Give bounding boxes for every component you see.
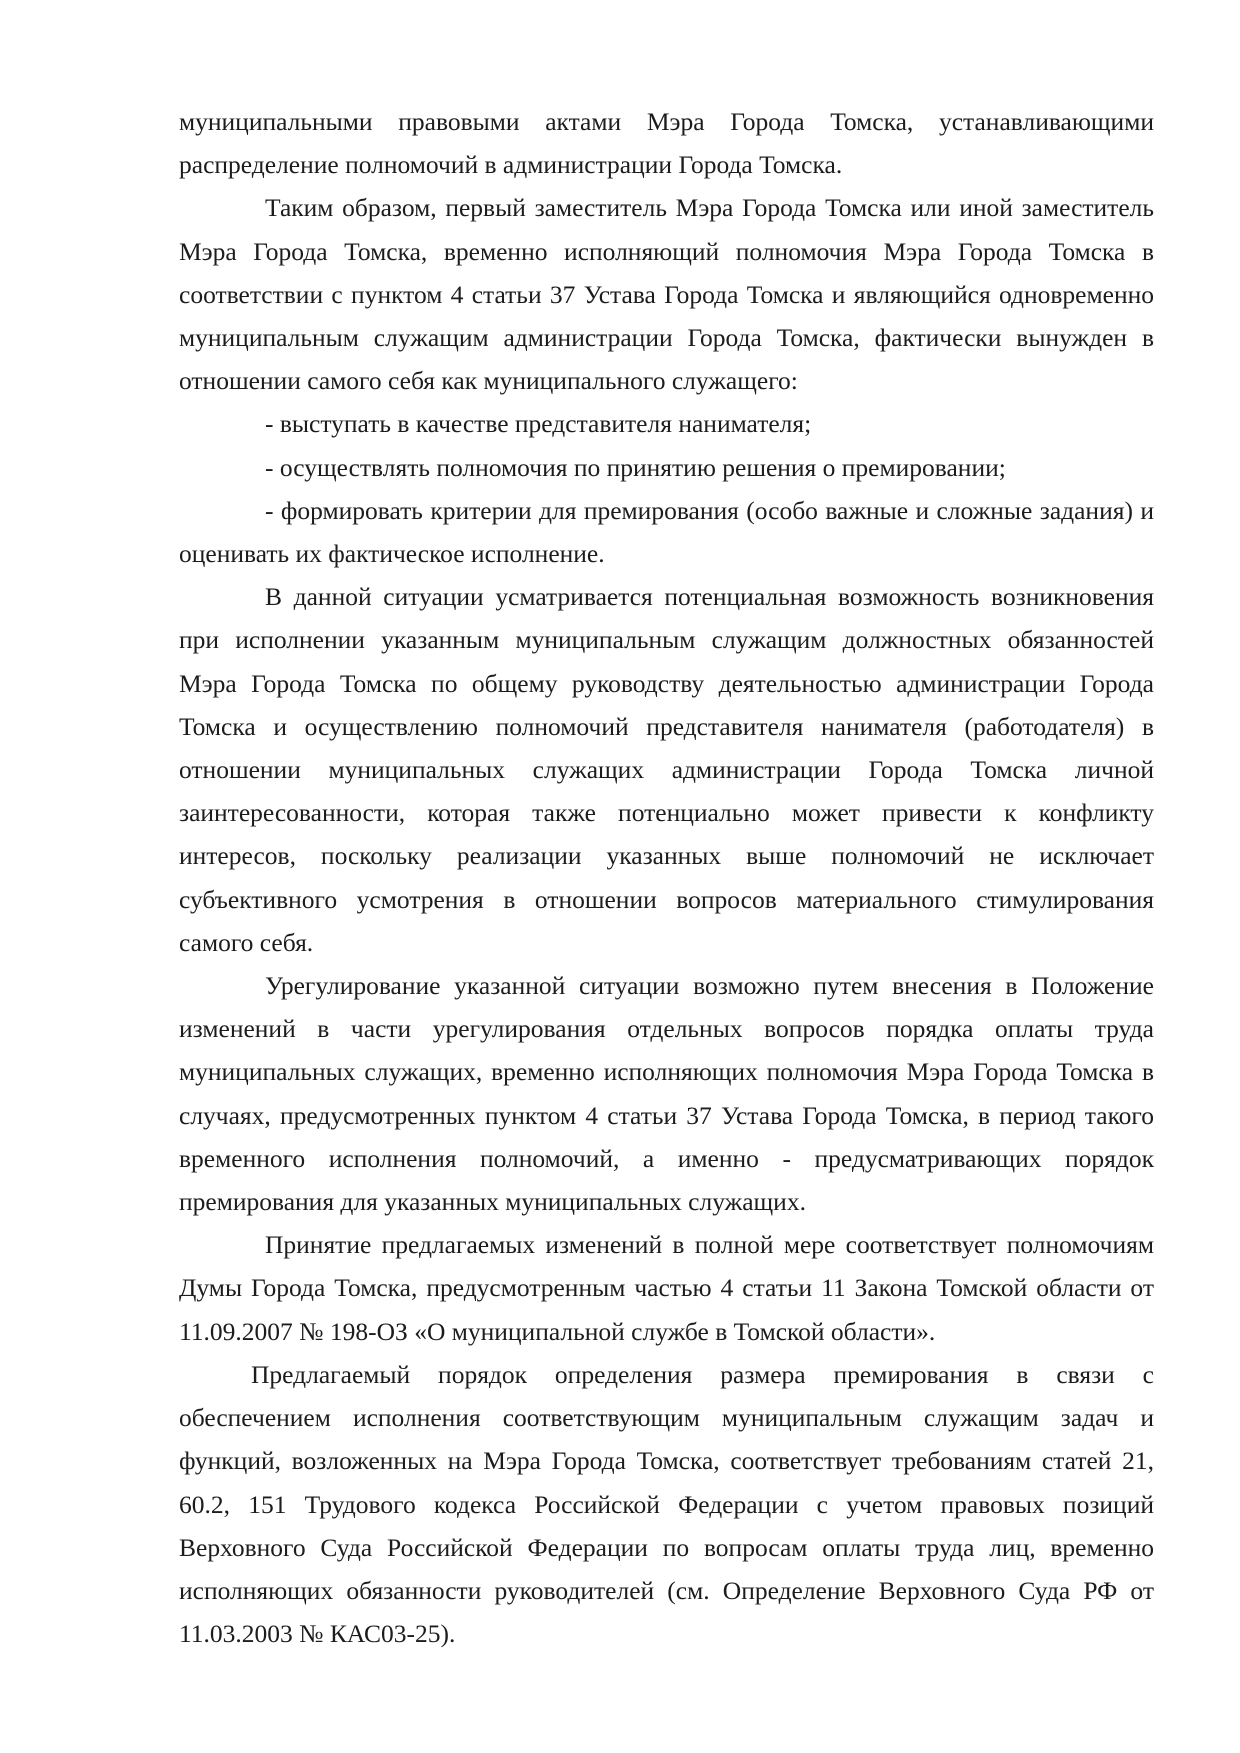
paragraph-regulation-proposal: Урегулирование указанной ситуации возможно путем внесения в Положение изменений в части урегулирования отдельных вопросов порядка оплаты труда муниципальных служащих, временно исполняющих полномочия Мэра Города Томска в случаях, предусмотренных пунктом 4 статьи 37 Устава Города Томска, в период такого временного исполнения полномочий, а именно - предусматривающих порядок премирования для указанных муниципальных служащих.	[179, 971, 1154, 1217]
paragraph-conclusion: Таким образом, первый заместитель Мэра Города Томска или иной заместитель Мэра Города Томска, временно исполняющий полномочия Мэра Города Томска в соответствии с пунктом 4 статьи 37 Устава Города Томска и являющийся одновременно муниципальным служащим администрации Города Томска, фактически вынужден в отношении самого себя как муниципального служащего:	[179, 193, 1154, 396]
paragraph-labor-code-compliance: Предлагаемый порядок определения размера премирования в связи с обеспечением исполнения соответствующим муниципальным служащим задач и функций, возложенных на Мэра Города Томска, соответствует требованиям статей 21, 60.2, 151 Трудового кодекса Российской Федерации с учетом правовых позиций Верховного Суда Российской Федерации по вопросам оплаты труда лиц, временно исполняющих обязанности руководителей (см. Определение Верховного Суда РФ от 11.03.2003 № КАС03-25).	[179, 1359, 1154, 1649]
list-item-bonus-decision: - осуществлять полномочия по принятию решения о премировании;	[265, 452, 1006, 482]
paragraph-conflict-of-interest: В данной ситуации усматривается потенциальная возможность возникновения при исполнении указанным муниципальным служащим должностных обязанностей Мэра Города Томска по общему руководству деятельностью администрации Города Томска и осуществлению полномочий представителя нанимателя (работодателя) в отношении муниципальных служащих администрации Города Томска личной заинтересованности, которая также потенциально может привести к конфликту интересов, поскольку реализации указанных выше полномочий не исключает субъективного усмотрения в отношении вопросов материального стимулирования самого себя.	[179, 582, 1154, 957]
list-item-bonus-criteria: - формировать критерии для премирования (особо важные и сложные задания) и оценивать их фактическое исполнение.	[179, 495, 1154, 569]
paragraph-continuation: муниципальными правовыми актами Мэра Города Томска, устанавливающими распределение полномочий в администрации Города Томска.	[179, 107, 1154, 180]
body-text	[179, 100, 1154, 1655]
list-item-employer-representative: - выступать в качестве представителя нанимателя;	[265, 409, 812, 439]
paragraph-duma-authority: Принятие предлагаемых изменений в полной мере соответствует полномочиям Думы Города Томска, предусмотренным частью 4 статьи 11 Закона Томской области от 11.09.2007 № 198-ОЗ «О муниципальной службе в Томской области».	[179, 1230, 1154, 1346]
